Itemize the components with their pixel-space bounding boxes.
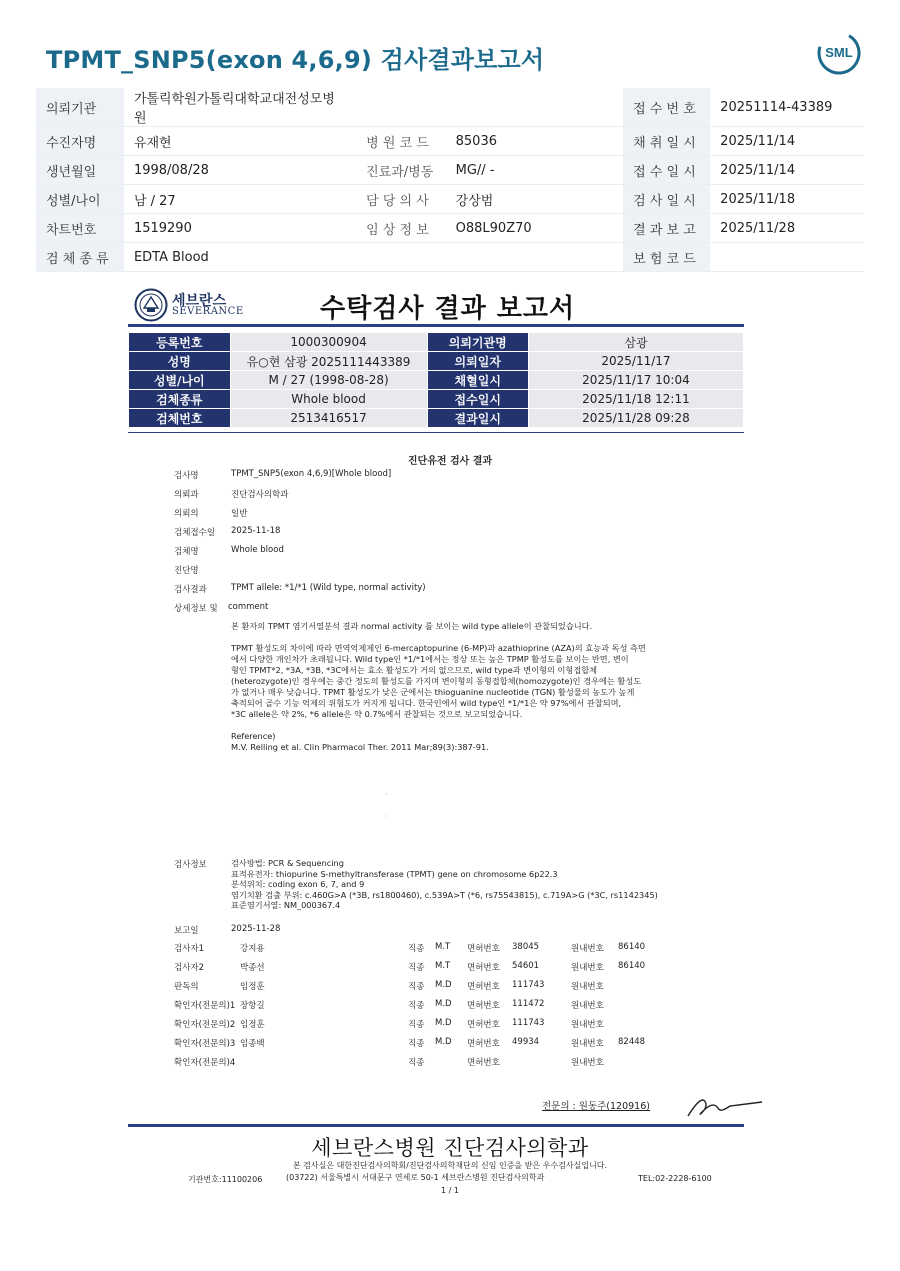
info-label: 생년월일: [36, 156, 124, 185]
staff-label: 확인자(전문의)2: [174, 1020, 236, 1030]
staff-label: 원내번호: [571, 963, 604, 973]
staff-label: 면허번호: [467, 1039, 500, 1049]
staff-label: 면허번호: [467, 1058, 500, 1068]
patient-value: 2025/11/28 09:28: [528, 409, 743, 428]
staff-value: 박종선: [240, 963, 265, 973]
info-label: 담 당 의 사: [356, 185, 446, 214]
info-value: EDTA Blood: [124, 243, 356, 272]
staff-label: 원내번호: [571, 1020, 604, 1030]
patient-label: 결과일시: [427, 409, 528, 428]
order-info-table: [36, 88, 864, 272]
staff-value: 38045: [512, 942, 540, 952]
method-label: 검사정보: [174, 860, 207, 870]
patient-label: 채혈일시: [427, 371, 528, 390]
method-line: 표준염기서열: NM_000367.4: [231, 900, 341, 911]
staff-value: 임정훈: [240, 982, 265, 992]
report-date: 2025-11-28: [231, 924, 281, 934]
patient-value: 2025/11/17 10:04: [528, 371, 743, 390]
info-value: 2025/11/18: [710, 185, 864, 214]
staff-label: 면허번호: [467, 1020, 500, 1030]
staff-value: 임종백: [240, 1039, 265, 1049]
staff-value: 111743: [512, 980, 545, 990]
info-label: 수진자명: [36, 127, 124, 156]
patient-value: 2513416517: [230, 409, 427, 428]
info-value: 1998/08/28: [124, 156, 356, 185]
field-label: 의뢰의: [174, 509, 199, 519]
patient-label: 접수일시: [427, 390, 528, 409]
patient-table: [128, 332, 744, 428]
separator-dot: ·: [385, 790, 388, 799]
info-value: 가톨릭학원가톨릭대학교대전성모병원: [124, 88, 356, 127]
footer-note: 본 검사실은 대한진단검사의학회/진단검사의학재단의 신임 인증을 받은 우수검사실입니다.: [292, 1161, 608, 1170]
patient-table-rule: [128, 432, 744, 433]
info-value: 85036: [446, 127, 624, 156]
info-label: 검 체 종 류: [36, 243, 124, 272]
staff-value: 111743: [512, 1018, 545, 1028]
staff-value: M.D: [435, 1037, 452, 1047]
info-value: 2025/11/14: [710, 127, 864, 156]
staff-label: 면허번호: [467, 982, 500, 992]
staff-value: 82448: [618, 1037, 646, 1047]
staff-value: M.T: [435, 961, 451, 971]
comment-line: TPMT 활성도의 차이에 따라 면역억제제인 6-mercaptopurine (6-MP)과 azathioprine (AZA)의 효능과 독성 측면: [231, 643, 646, 653]
report-date-label: 보고일: [174, 926, 199, 936]
staff-value: M.D: [435, 1018, 452, 1028]
patient-row: [129, 352, 744, 371]
staff-label: 직종: [408, 1039, 425, 1049]
field-label: 검체명: [174, 547, 199, 557]
staff-label: 원내번호: [571, 1058, 604, 1068]
field-value: comment: [228, 602, 269, 612]
org-name: 세브란스: [172, 293, 227, 309]
patient-label: 의뢰일자: [427, 352, 528, 371]
info-label: [356, 88, 446, 127]
staff-value: 54601: [512, 961, 540, 971]
patient-value: Whole blood: [230, 390, 427, 409]
footer-title: 세브란스병원 진단검사의학과: [311, 1136, 589, 1160]
patient-label: 검체종류: [129, 390, 231, 409]
field-value: 진단검사의학과: [231, 490, 289, 500]
patient-value: M / 27 (1998-08-28): [230, 371, 427, 390]
info-label: 임 상 정 보: [356, 214, 446, 243]
staff-label: 면허번호: [467, 944, 500, 954]
patient-value: 2025/11/17: [528, 352, 743, 371]
staff-value: 111472: [512, 999, 545, 1009]
info-value: 강상범: [446, 185, 624, 214]
inquiry-contact: 전문의 : 원동주(120916): [542, 1101, 650, 1112]
info-value: MG// -: [446, 156, 624, 185]
patient-row: [129, 371, 744, 390]
staff-label: 면허번호: [467, 1001, 500, 1011]
staff-label: 면허번호: [467, 963, 500, 973]
field-label: 진단명: [174, 566, 199, 576]
field-value: 2025-11-18: [231, 526, 281, 536]
footer-org-no: 기관번호:11100206: [188, 1175, 263, 1184]
staff-label: 확인자(전문의)4: [174, 1058, 236, 1068]
staff-value: 강지용: [240, 944, 265, 954]
patient-label: 의뢰기관명: [427, 333, 528, 352]
staff-value: M.T: [435, 942, 451, 952]
info-value: 2025/11/28: [710, 214, 864, 243]
info-value: [446, 88, 624, 127]
patient-value: 삼광: [528, 333, 743, 352]
staff-value: 86140: [618, 942, 646, 952]
page-number: 1 / 1: [441, 1186, 459, 1195]
patient-row: [129, 409, 744, 428]
method-line: 분석위치: coding exon 6, 7, and 9: [231, 879, 365, 890]
info-label: 접 수 번 호: [623, 88, 710, 127]
info-value: 2025/11/14: [710, 156, 864, 185]
staff-label: 검사자1: [174, 944, 205, 954]
info-label: 접 수 일 시: [623, 156, 710, 185]
info-row: [36, 185, 864, 214]
section-title: 진단유전 검사 결과: [407, 456, 493, 467]
field-label: 의뢰과: [174, 490, 199, 500]
info-row: [36, 88, 864, 127]
info-value: 유재현: [124, 127, 356, 156]
info-value: 남 / 27: [124, 185, 356, 214]
staff-label: 원내번호: [571, 1039, 604, 1049]
info-value: 20251114-43389: [710, 88, 864, 127]
page-title: TPMT_SNP5(exon 4,6,9) 검사결과보고서: [46, 46, 545, 74]
sml-logo-icon: [816, 30, 862, 76]
severance-emblem-icon: [134, 288, 168, 322]
info-label: 진료과/병동: [356, 156, 446, 185]
field-label: 검사명: [174, 471, 199, 481]
comment-line: 가 없거나 매우 낮습니다. TPMT 활성도가 낮은 군에서는 thioguanine nucleotide (TGN) 활성물의 농도가 높게: [231, 687, 635, 697]
info-label: 성별/나이: [36, 185, 124, 214]
patient-row: [129, 333, 744, 352]
org-subname: SEVERANCE: [172, 306, 244, 317]
patient-value: 2025/11/18 12:11: [528, 390, 743, 409]
signature-icon: [684, 1094, 764, 1122]
info-label: 채 취 일 시: [623, 127, 710, 156]
staff-value: 임정훈: [240, 1020, 265, 1030]
patient-value: 1000300904: [230, 333, 427, 352]
field-value: TPMT allele: *1/*1 (Wild type, normal activity): [231, 583, 426, 593]
info-label: 차트번호: [36, 214, 124, 243]
info-row: [36, 214, 864, 243]
comment-line: *3C allele은 약 2%, *6 allele은 약 0.7%에서 관찰되는 것으로 보고되었습니다.: [231, 709, 523, 719]
info-value: O88L90Z70: [446, 214, 624, 243]
comment-line: 에서 다양한 개인차가 초래됩니다. Wild type인 *1/*1에서는 정상 또는 높은 TPMP 활성도를 보이는 반면, 변이: [231, 654, 629, 664]
field-value: TPMT_SNP5(exon 4,6,9)[Whole blood]: [231, 469, 392, 479]
staff-value: 86140: [618, 961, 646, 971]
staff-value: M.D: [435, 980, 452, 990]
info-label: [356, 243, 446, 272]
comment-line: (heterozygote)인 경우에는 중간 정도의 활성도를 가지며 변이형의 동형접합체(homozygote)인 경우에는 활성도: [231, 676, 642, 686]
staff-label: 직종: [408, 982, 425, 992]
comment-line: Reference): [231, 731, 276, 741]
bottom-rule: [128, 1124, 744, 1127]
staff-label: 확인자(전문의)3: [174, 1039, 236, 1049]
staff-value: 49934: [512, 1037, 540, 1047]
info-value: [710, 243, 864, 272]
staff-label: 직종: [408, 944, 425, 954]
staff-label: 원내번호: [571, 982, 604, 992]
info-label: 병 원 코 드: [356, 127, 446, 156]
staff-label: 검사자2: [174, 963, 205, 973]
top-rule: [128, 324, 744, 327]
staff-label: 원내번호: [571, 1001, 604, 1011]
info-value: 1519290: [124, 214, 356, 243]
footer-tel: TEL:02-2228-6100: [638, 1174, 712, 1183]
info-label: 검 사 일 시: [623, 185, 710, 214]
staff-label: 직종: [408, 1001, 425, 1011]
staff-label: 직종: [408, 1058, 425, 1068]
info-row: [36, 156, 864, 185]
patient-label: 성명: [129, 352, 231, 371]
patient-label: 검체번호: [129, 409, 231, 428]
patient-label: 등록번호: [129, 333, 231, 352]
comment-line: M.V. Relling et al. Clin Pharmacol Ther. 2011 Mar;89(3):387-91.: [231, 742, 489, 752]
patient-value: 유○현 삼광 2025111443389: [230, 352, 427, 371]
field-label: 상세정보 및: [174, 604, 218, 614]
field-label: 검체접수일: [174, 528, 216, 538]
method-line: 표적유전자: thiopurine S-methyltransferase (TPMT) gene on chromosome 6p22.3: [231, 868, 558, 879]
method-line: 검사방법: PCR & Sequencing: [231, 858, 344, 868]
method-line: 염기치환 검출 부위: c.460G>A (*3B, rs1800460), c.539A>T (*6, rs75543815), c.719A>G (*3C, rs1142345): [231, 889, 658, 900]
patient-row: [129, 390, 744, 409]
info-row: [36, 243, 864, 272]
staff-label: 판독의: [174, 982, 199, 992]
staff-label: 원내번호: [571, 944, 604, 954]
field-label: 검사결과: [174, 585, 207, 595]
info-row: [36, 127, 864, 156]
comment-line: 본 환자의 TPMT 염기서열분석 결과 normal activity 를 보이는 wild type allele이 관찰되었습니다.: [231, 621, 593, 631]
field-value: 일반: [231, 509, 248, 519]
info-label: 보 험 코 드: [623, 243, 710, 272]
info-label: 결 과 보 고: [623, 214, 710, 243]
staff-label: 확인자(전문의)1: [174, 1001, 236, 1011]
footer-address: (03722) 서울특별시 서대문구 연세로 50-1 세브란스병원 진단검사의학과: [286, 1173, 545, 1182]
svg-text:SML: SML: [825, 45, 853, 60]
report-title: 수탁검사 결과 보고서: [320, 294, 576, 324]
separator-dot: ·: [385, 812, 388, 821]
patient-label: 성별/나이: [129, 371, 231, 390]
field-value: Whole blood: [231, 545, 284, 555]
info-label: 의뢰기관: [36, 88, 124, 127]
staff-value: 장항길: [240, 1001, 265, 1011]
staff-label: 직종: [408, 1020, 425, 1030]
comment-line: 축적되어 골수 기능 억제의 위험도가 커지게 됩니다. 한국인에서 wild type인 *1/*1은 약 97%에서 관찰되며,: [231, 698, 622, 708]
staff-value: M.D: [435, 999, 452, 1009]
staff-label: 직종: [408, 963, 425, 973]
info-value: [446, 243, 624, 272]
comment-line: 형인 TPMT*2, *3A, *3B, *3C에서는 효소 활성도가 거의 없으므로, wild type과 변이형의 이형접합체: [231, 665, 598, 675]
